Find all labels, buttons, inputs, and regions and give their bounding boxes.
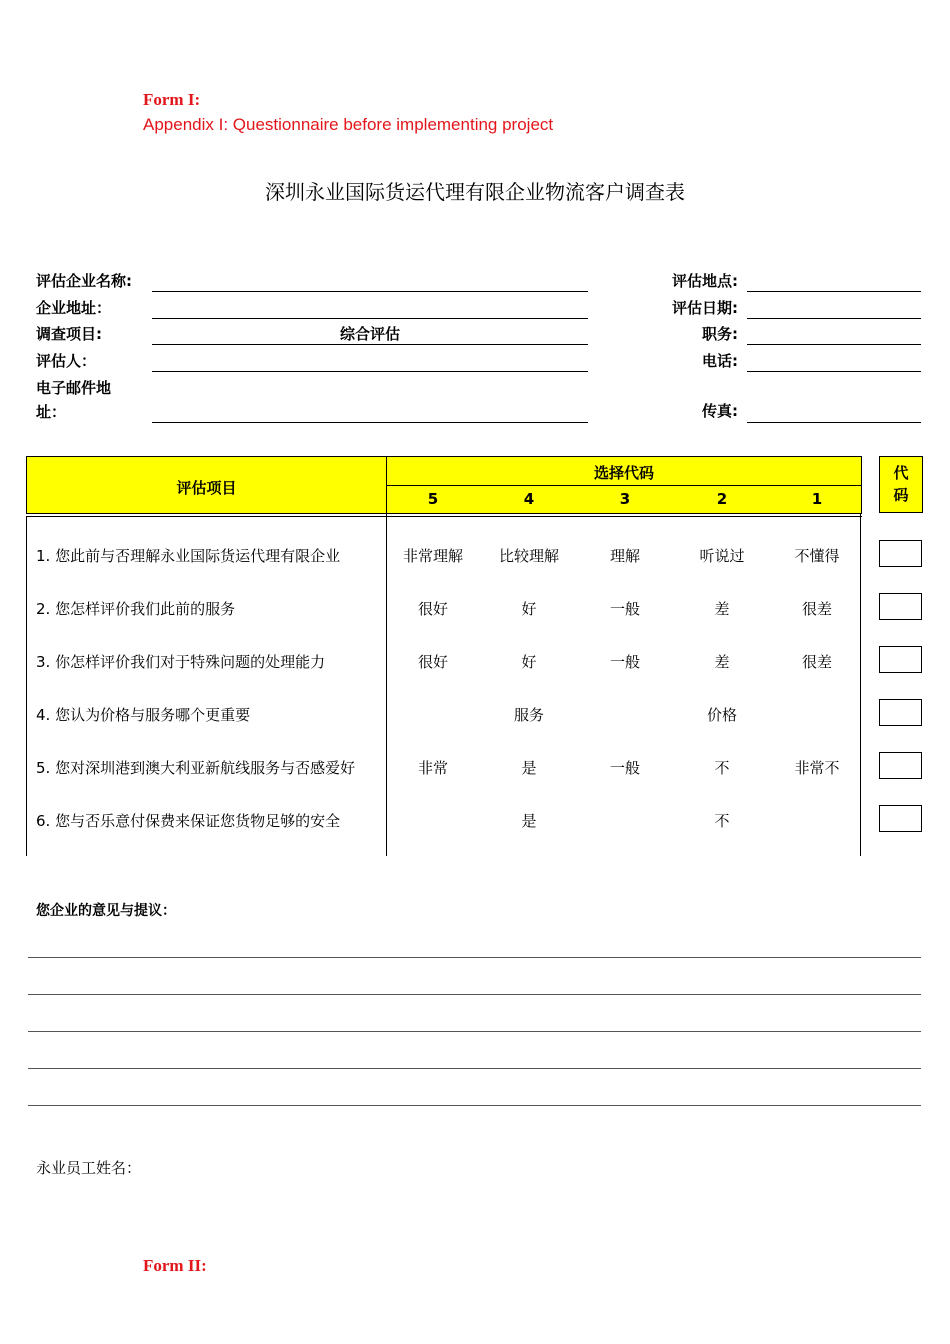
option[interactable]: 不 bbox=[714, 812, 730, 830]
option[interactable]: 理解 bbox=[609, 547, 640, 565]
comment-line-3[interactable] bbox=[28, 1031, 921, 1032]
company-address-label: 企业地址： bbox=[36, 299, 112, 317]
option[interactable]: 很差 bbox=[801, 600, 832, 618]
company-name-field[interactable] bbox=[152, 291, 588, 292]
email-field[interactable] bbox=[152, 422, 588, 423]
company-name-label: 评估企业名称: bbox=[36, 272, 132, 290]
option[interactable]: 好 bbox=[521, 600, 537, 618]
form-i-label: Form I: bbox=[143, 90, 201, 109]
option[interactable]: 是 bbox=[521, 812, 537, 830]
question-3: 3. 你怎样评价我们对于特殊问题的处理能力 bbox=[36, 653, 326, 671]
score-1: 1 bbox=[811, 490, 823, 508]
option[interactable]: 非常理解 bbox=[402, 547, 463, 565]
score-4: 4 bbox=[523, 490, 535, 508]
option[interactable]: 非常不 bbox=[794, 759, 840, 777]
option[interactable]: 价格 bbox=[706, 706, 737, 724]
email-label: 电子邮件地址： bbox=[36, 379, 112, 421]
option[interactable]: 很差 bbox=[801, 653, 832, 671]
code-input-6[interactable] bbox=[879, 805, 922, 832]
code-input-1[interactable] bbox=[879, 540, 922, 567]
comment-line-5[interactable] bbox=[28, 1105, 921, 1106]
score-2: 2 bbox=[716, 490, 728, 508]
option[interactable]: 听说过 bbox=[699, 547, 745, 565]
comments-label: 您企业的意见与提议： bbox=[36, 903, 176, 919]
location-field[interactable] bbox=[747, 291, 921, 292]
question-1: 1. 您此前与否理解永业国际货运代理有限企业 bbox=[36, 547, 341, 565]
comment-line-4[interactable] bbox=[28, 1068, 921, 1069]
form-ii-label: Form II: bbox=[143, 1256, 207, 1275]
option[interactable]: 一般 bbox=[609, 759, 640, 777]
survey-item-label: 调查项目: bbox=[36, 325, 102, 343]
code-input-2[interactable] bbox=[879, 593, 922, 620]
phone-label: 电话: bbox=[702, 352, 738, 370]
date-label: 评估日期: bbox=[672, 299, 738, 317]
table-left-border bbox=[26, 516, 27, 856]
choice-header: 选择代码 bbox=[593, 464, 654, 482]
code-input-3[interactable] bbox=[879, 646, 922, 673]
question-2: 2. 您怎样评价我们此前的服务 bbox=[36, 600, 236, 618]
position-label: 职务: bbox=[702, 325, 738, 343]
option[interactable]: 非常 bbox=[417, 759, 448, 777]
item-header: 评估项目 bbox=[176, 479, 237, 497]
survey-item-value: 综合评估 bbox=[339, 325, 400, 343]
option[interactable]: 服务 bbox=[513, 706, 544, 724]
option[interactable]: 比较理解 bbox=[498, 547, 559, 565]
question-4: 4. 您认为价格与服务哪个更重要 bbox=[36, 706, 251, 724]
option[interactable]: 差 bbox=[714, 600, 730, 618]
option[interactable]: 一般 bbox=[609, 653, 640, 671]
comment-line-2[interactable] bbox=[28, 994, 921, 995]
option[interactable]: 是 bbox=[521, 759, 537, 777]
option[interactable]: 很好 bbox=[417, 600, 448, 618]
assessor-field[interactable] bbox=[152, 371, 588, 372]
option[interactable]: 好 bbox=[521, 653, 537, 671]
question-5: 5. 您对深圳港到澳大利亚新航线服务与否感爱好 bbox=[36, 759, 356, 777]
location-label: 评估地点: bbox=[672, 272, 738, 290]
code-header: 代码 bbox=[893, 464, 909, 504]
staff-name-label: 永业员工姓名： bbox=[36, 1159, 142, 1177]
date-field[interactable] bbox=[747, 318, 921, 319]
table-body-top-border bbox=[26, 516, 862, 517]
option[interactable]: 不懂得 bbox=[794, 547, 840, 565]
question-6: 6. 您与否乐意付保费来保证您货物足够的安全 bbox=[36, 812, 341, 830]
comment-line-1[interactable] bbox=[28, 957, 921, 958]
survey-item-field[interactable] bbox=[152, 344, 588, 345]
score-3: 3 bbox=[619, 490, 631, 508]
appendix-title: Appendix I: Questionnaire before implementing project bbox=[143, 115, 554, 134]
assessor-label: 评估人： bbox=[36, 352, 97, 370]
position-field[interactable] bbox=[747, 344, 921, 345]
company-address-field[interactable] bbox=[152, 318, 588, 319]
fax-field[interactable] bbox=[747, 422, 921, 423]
code-input-5[interactable] bbox=[879, 752, 922, 779]
option[interactable]: 一般 bbox=[609, 600, 640, 618]
option[interactable]: 不 bbox=[714, 759, 730, 777]
fax-label: 传真: bbox=[702, 402, 738, 420]
option[interactable]: 很好 bbox=[417, 653, 448, 671]
phone-field[interactable] bbox=[747, 371, 921, 372]
page-title: 深圳永业国际货运代理有限企业物流客户调查表 bbox=[265, 180, 685, 204]
code-input-4[interactable] bbox=[879, 699, 922, 726]
option[interactable]: 差 bbox=[714, 653, 730, 671]
score-5: 5 bbox=[427, 490, 439, 508]
